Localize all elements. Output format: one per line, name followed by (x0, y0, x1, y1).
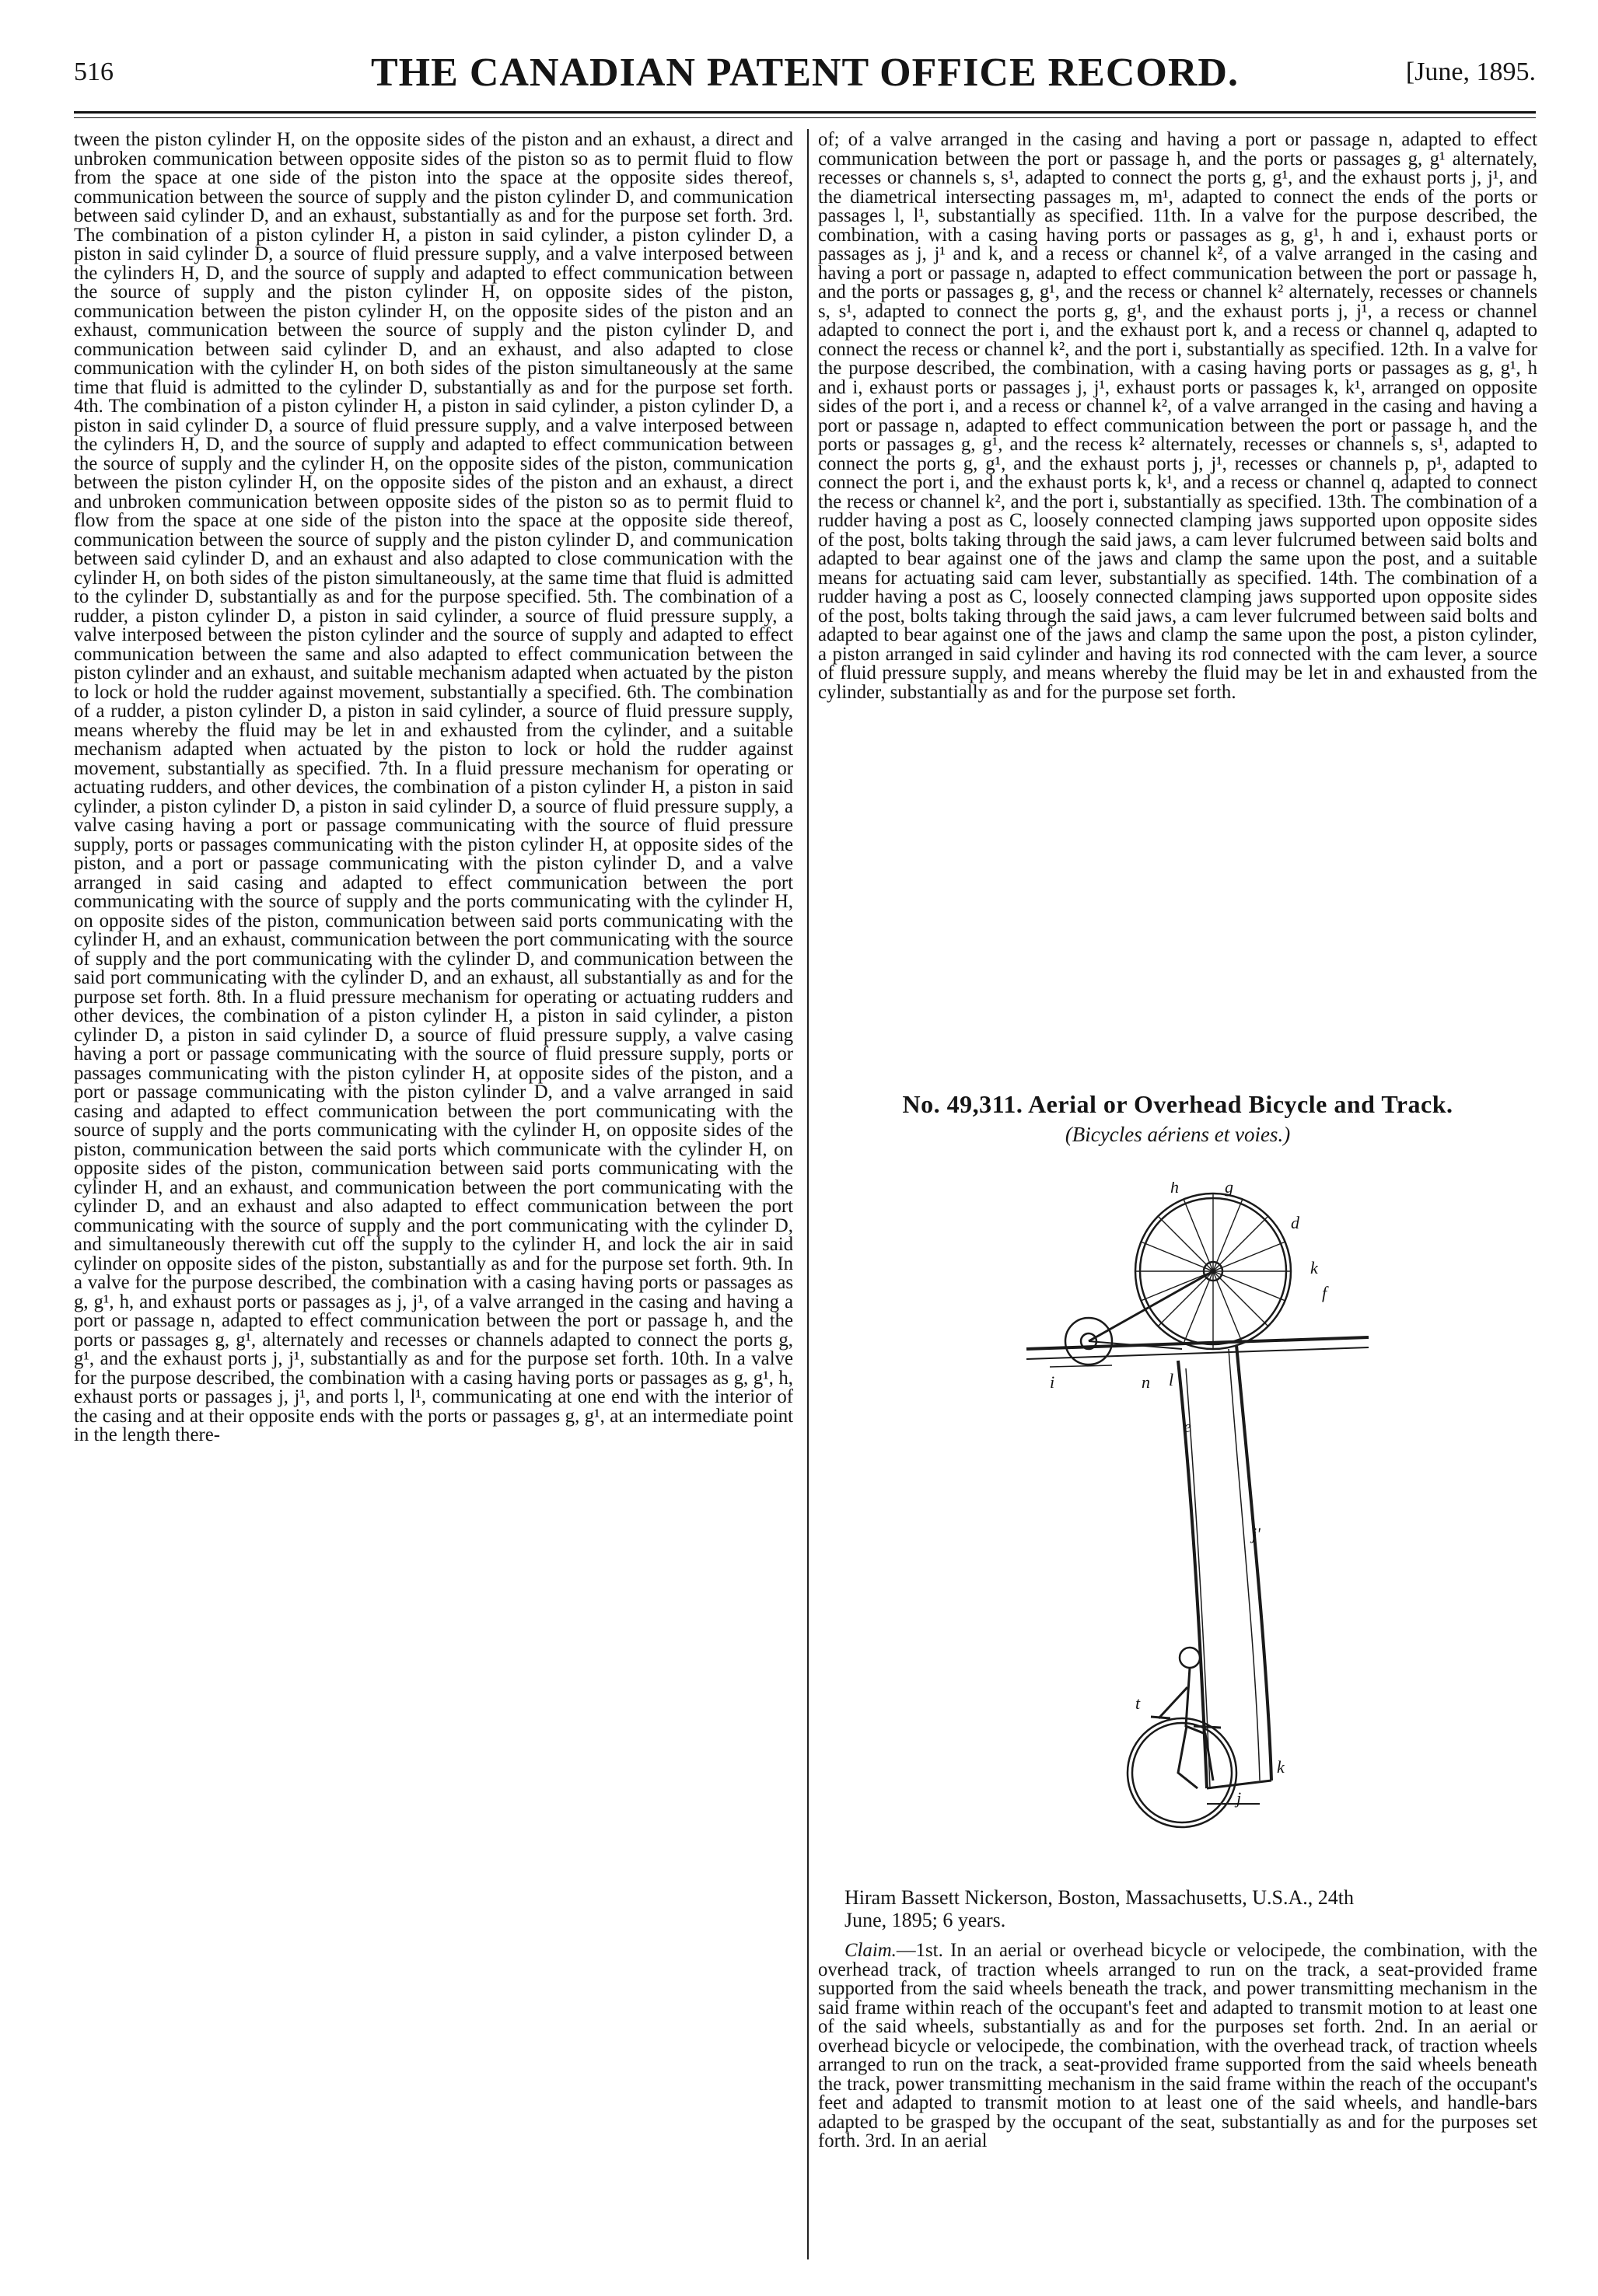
right-column-continuation (818, 131, 1537, 702)
fig-label-g: g (1225, 1182, 1233, 1197)
page-number: 516 (74, 58, 114, 86)
fig-label-e: e (1184, 1417, 1191, 1436)
fig-label-n: n (1142, 1372, 1150, 1392)
fig-label-d: d (1291, 1213, 1299, 1232)
lower-wheel (1128, 1718, 1236, 1827)
patent-claims (818, 1941, 1537, 2151)
hanger-frame-right (1236, 1345, 1271, 1781)
right-column-text: of; of a valve arranged in the casing and having a port or passage n, adapted to effect communication between the port or passage h, and the ports or passages g, g¹ alternately, recesses or channels s, s¹, adapted to connect the ports g, g¹, and the exhaust ports j, j¹, and the diametrical intersecting passages m, m¹, adapted to connect the ends of the ports or passages l, l¹, substantially as specified. 11th. In a valve for the purpose described, the combination, with a casing having ports or passages as g, g¹, h and i, exhaust ports or passages as j, j¹ and k, and a recess or channel k², of a valve arranged in the casing and having a port or passage n, adapted to effect communication between the port or passage h, and the ports or passages g, g¹, and the recess or channel k² alternately, recesses or channels s, s¹, adapted to connect the ports g, g¹, and the exhaust ports j, j¹, a recess or channel adapted to connect the port i, and the exhaust port k, and a recess or channel q, adapted to connect the recess or channel k², and the port i, substantially as specified. 12th. In a valve for the purpose described, the combination, with a casing having ports or passages as g, g¹, h and i, exhaust ports or passages j, j¹, exhaust ports or passages k, k¹, arranged on opposite sides of the port i, and a recess or channel k², of a valve arranged in the casing and having a port or passage n, adapted to effect communication between the port or passage h, and the ports or passages g, g¹, and the recess k² alternately, recesses or channels s, s¹, adapted to connect the ports g, g¹, and the exhaust ports j, j¹, recesses or channels p, p¹, adapted to connect the port i, and the exhaust ports k, k¹, and a recess or channel q, adapted to connect the recess or channel k², and the port i, substantially as specified. 13th. The combination of a rudder having a post as C, loosely connected clamping jaws supported upon opposite sides of the post, bolts taking through the said jaws, a cam lever fulcrumed between said bolts and adapted to bear against one of the jaws and clamp the same upon the post, and a suitable means for actuating said cam lever, substantially as specified. 14th. The combination of a rudder having a post as C, loosely connected clamping jaws supported upon opposite sides of the post, bolts taking through the said jaws, a cam lever fulcrumed between said bolts and adapted to bear against one of the jaws and clamp the same upon the post, a piston cylinder, a piston arranged in said cylinder and having its rod connected with the cam lever, a source of fluid pressure supply, and means whereby the fluid may be let in and exhausted from the cylinder, substantially as and for the purpose set forth. (818, 129, 1537, 703)
fig-label-i: i (1050, 1372, 1055, 1392)
page-header (74, 53, 1536, 103)
left-column (74, 131, 793, 1445)
patent-heading (818, 1090, 1537, 1147)
fig-label-f: f (1322, 1283, 1327, 1302)
left-column-text: tween the piston cylinder H, on the opposite sides of the piston and an exhaust, a direct and unbroken communication between opposite sides of the piston so as to permit fluid to flow from the space at one side of the piston into the space at the opposite sides thereof, communication between the source of supply and the piston cylinder D, and communication between said cylinder D, and an exhaust, substantially as and for the purpose set forth. 3rd. The combination of a piston cylinder H, a piston in said cylinder, a piston cylinder D, a piston in said cylinder D, a source of fluid pressure supply, and a valve interposed between the cylinders H, D, and the source of supply and adapted to effect communication between the source of supply and the piston cylinder H, on opposite sides of the piston, communication between the piston cylinder H, on the opposite sides of the piston and an exhaust, communication between the source of supply and the piston cylinder D, and communication between said cylinder D, and an exhaust, and also adapted to close communication with the cylinder H, on both sides of the piston simultaneously at the same time that fluid is admitted to the cylinder D, substantially as and for the purpose set forth. 4th. The combination of a piston cylinder H, a piston in said cylinder, a piston cylinder D, a piston in said cylinder D, a source of fluid pressure supply, and a valve interposed between the cylinders H, D, and the source of supply and adapted to effect communication between the source of supply and the cylinder H, on the opposite sides of the piston, communication between the piston cylinder H, on the opposite sides of the piston and an exhaust, a direct and unbroken communication between opposite sides of the piston so as to permit fluid to flow from the space at one side of the piston into the space at the opposite side thereof, communication between the source of supply and the piston cylinder D, and communication between said cylinder D, and an exhaust and also adapted to close communication with the cylinder H, on both sides of the piston simultaneously, at the same time that fluid is admitted to the cylinder D, substantially as and for the purpose specified. 5th. The combination of a rudder, a piston cylinder D, a piston in said cylinder, a source of fluid pressure supply, a valve interposed between the piston cylinder and the source of supply and adapted to effect communication between the same and also adapted to effect communication between the piston cylinder and an exhaust, and suitable mechanism adapted when actuated by the piston to lock or hold the rudder against movement, substantially a specified. 6th. The combination of a rudder, a piston cylinder D, a piston in said cylinder, a source of fluid pressure supply, means whereby the fluid may be let in and exhausted from the cylinder, and a suitable mechanism adapted when actuated by the piston to lock or hold the rudder against movement, substantially as specified. 7th. In a fluid pressure mechanism for operating or actuating rudders, and other devices, the combination of a piston cylinder H, a piston in said cylinder, a piston cylinder D, a piston in said cylinder D, a source of fluid pressure supply, a valve casing having a port or passage communicating with the source of fluid pressure supply, ports or passages communicating with the piston cylinder H, at opposite sides of the piston, and a port or passage communicating with the piston cylinder D, and a valve arranged in said casing and adapted to effect communication between the port communicating with the source of supply and the ports communicating with the cylinder H, on opposite sides of the piston, communication between said ports communicating with the cylinder H, and an exhaust, communication between the port communicating with the source of supply and the port communicating with the cylinder D, and communication between the said port communicating with the cylinder D, and an exhaust, all substantially as and for the purpose set forth. 8th. In a fluid pressure mechanism for operating or actuating rudders and other devices, the combination of a piston cylinder H, a piston in said cylinder, a piston cylinder D, a piston in said cylinder D, a source of fluid pressure supply, a valve casing having a port or passage communicating with the source of fluid pressure supply, ports or passages communicating with the piston cylinder H, at opposite sides of the piston, and a port or passage communicating with the piston cylinder D, and a valve arranged in said casing and adapted to effect communication between the port communicating with the source of supply and the ports communicating with the cylinder H, on opposite sides of the piston, communication between the said ports which communicate with the cylinder H, on opposite sides of the piston, communication between said ports communicating with the cylinder H, and an exhaust, and communication between the port communicating with the cylinder D, and an exhaust and also adapted to effect communication between the port communicating with the source of supply and the port communicating with the cylinder D, and simultaneously therewith cut off the supply to the cylinder H, and lock the air in said cylinder on opposite sides of the piston, substantially as and for the purpose set forth. 9th. In a valve for the purpose described, the combination with a casing having ports or passages as g, g¹, h, and exhaust ports or passages as j, j¹, of a valve arranged in the casing and having a port or passage n, adapted to effect communication between the port or passage h, and the ports or passages g, g¹, alternately and recesses or channels adapted to connect the ports g, g¹, and the exhaust ports j, j¹, substantially as and for the purpose set forth. 10th. In a valve for the purpose described, the combination with a casing having ports or passages as g, g¹, h, exhaust ports or passages j, j¹, and ports l, l¹, communicating at one end with the interior of the casing and at their opposite ends with the ports or passages g, g¹, at an intermediate point in the length there- (74, 129, 793, 1445)
header-rule (74, 111, 1536, 114)
claim-label: Claim. (844, 1940, 897, 1961)
fig-label-k2: k (1277, 1757, 1285, 1777)
claims-text: —1st. In an aerial or overhead bicycle or velocipede, the combination, with the overhead track, of traction wheels arranged to run on the track, a seat-provided frame supported from the said wheels beneath the track, and power transmitting mechanism in the said frame within reach of the occupant's feet and adapted to transmit motion to at least one of the said wheels, substantially as and for the purposes set forth. 2nd. In an aerial or overhead bicycle or velocipede, the combination, with the overhead track, of traction wheels arranged to run on the track, a seat-provided frame supported from the said wheels beneath the track, power transmitting mechanism in the said frame within the reach of the occupant's feet and adapted to transmit motion to at least one of the said wheels, and handle-bars adapted to be grasped by the occupant of the seat, substantially as and for the purposes set forth. 3rd. In an aerial (818, 1940, 1537, 2151)
patent-title: No. 49,311. Aerial or Overhead Bicycle and Track. (902, 1090, 1453, 1118)
bicycle-track-illustration (1003, 1182, 1439, 1858)
fig-label-j-prime: j' (1252, 1524, 1261, 1543)
column-divider (807, 129, 809, 2259)
fig-label-t: t (1135, 1693, 1141, 1713)
rider-head (1180, 1648, 1200, 1668)
fig-label-h: h (1170, 1182, 1179, 1197)
fig-label-l: l (1169, 1370, 1174, 1389)
header-rule-thin (74, 117, 1536, 118)
fig-label-j: j (1236, 1788, 1242, 1808)
inventor-line-1: Hiram Bassett Nickerson, Boston, Massachusetts, U.S.A., 24th (844, 1886, 1355, 1909)
issue-date: [June, 1895. (1405, 58, 1536, 86)
fig-label-k: k (1310, 1258, 1318, 1277)
patent-subtitle: (Bicycles aériens et voies.) (1065, 1123, 1291, 1146)
inventor-line-2: June, 1895; 6 years. (844, 1909, 1006, 1931)
running-title: THE CANADIAN PATENT OFFICE RECORD. (371, 51, 1239, 95)
inventor-info (818, 1886, 1537, 1931)
